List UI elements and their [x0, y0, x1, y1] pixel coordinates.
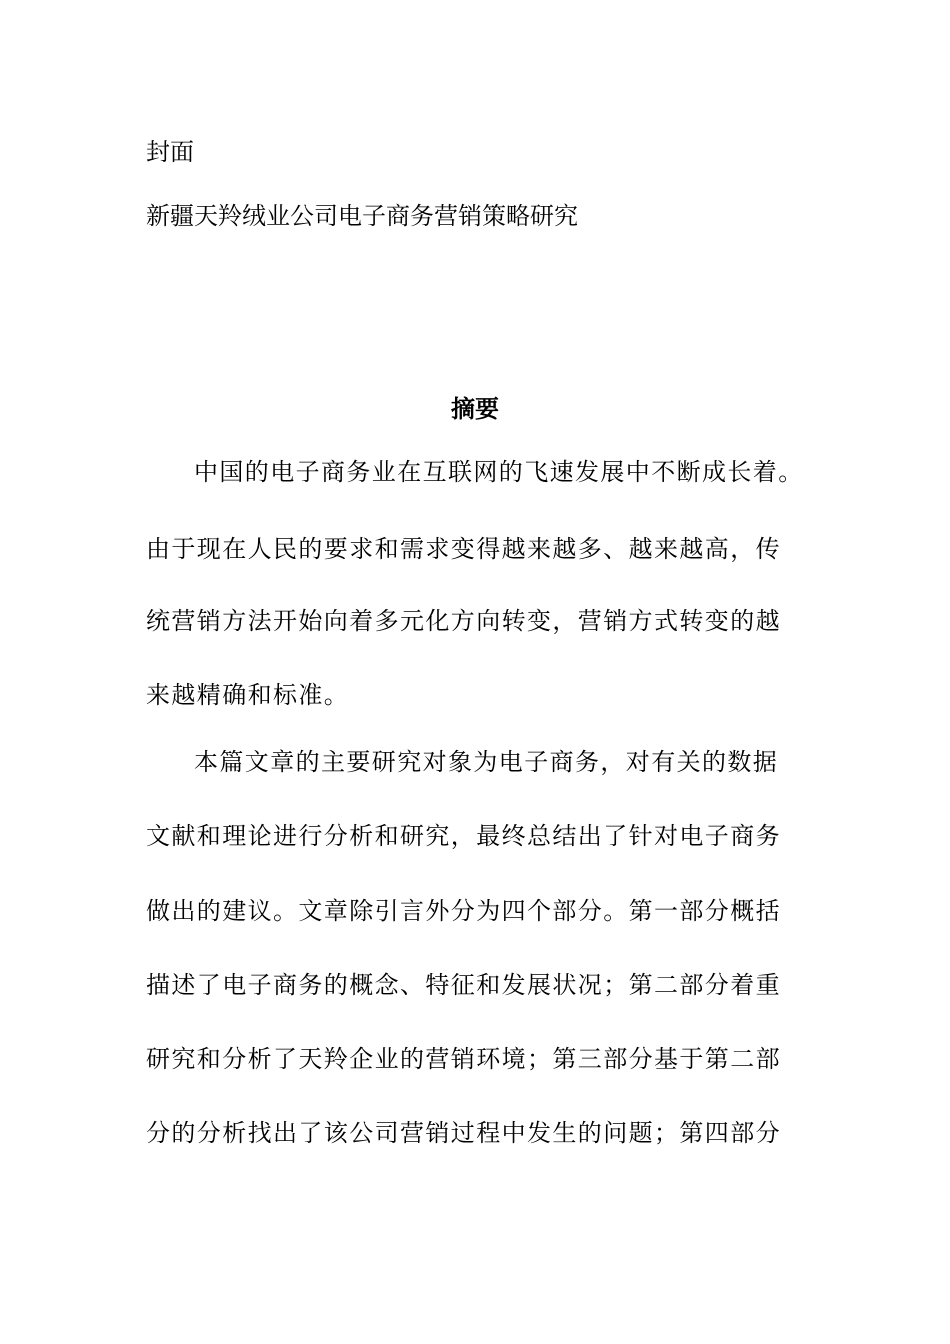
- abstract-p2-line-2: 文献和理论进行分析和研究，最终总结出了针对电子商务: [146, 822, 781, 850]
- document-title: 新疆天羚绒业公司电子商务营销策略研究: [146, 202, 578, 230]
- abstract-p2-line-6: 分的分析找出了该公司营销过程中发生的问题；第四部分: [146, 1119, 781, 1147]
- cover-label: 封面: [146, 138, 194, 166]
- abstract-heading: 摘要: [451, 394, 499, 423]
- abstract-p2-line-3: 做出的建议。文章除引言外分为四个部分。第一部分概括: [146, 897, 781, 925]
- abstract-p1-line-1: 中国的电子商务业在互联网的飞速发展中不断成长着。: [194, 458, 804, 486]
- abstract-p1-line-4: 来越精确和标准。: [146, 681, 350, 709]
- abstract-p2-line-1: 本篇文章的主要研究对象为电子商务，对有关的数据: [194, 748, 779, 776]
- abstract-p1-line-3: 统营销方法开始向着多元化方向转变，营销方式转变的越: [146, 607, 781, 635]
- abstract-p1-line-2: 由于现在人民的要求和需求变得越来越多、越来越高，传: [146, 535, 781, 563]
- abstract-p2-line-4: 描述了电子商务的概念、特征和发展状况；第二部分着重: [146, 971, 781, 999]
- abstract-p2-line-5: 研究和分析了天羚企业的营销环境；第三部分基于第二部: [146, 1045, 781, 1073]
